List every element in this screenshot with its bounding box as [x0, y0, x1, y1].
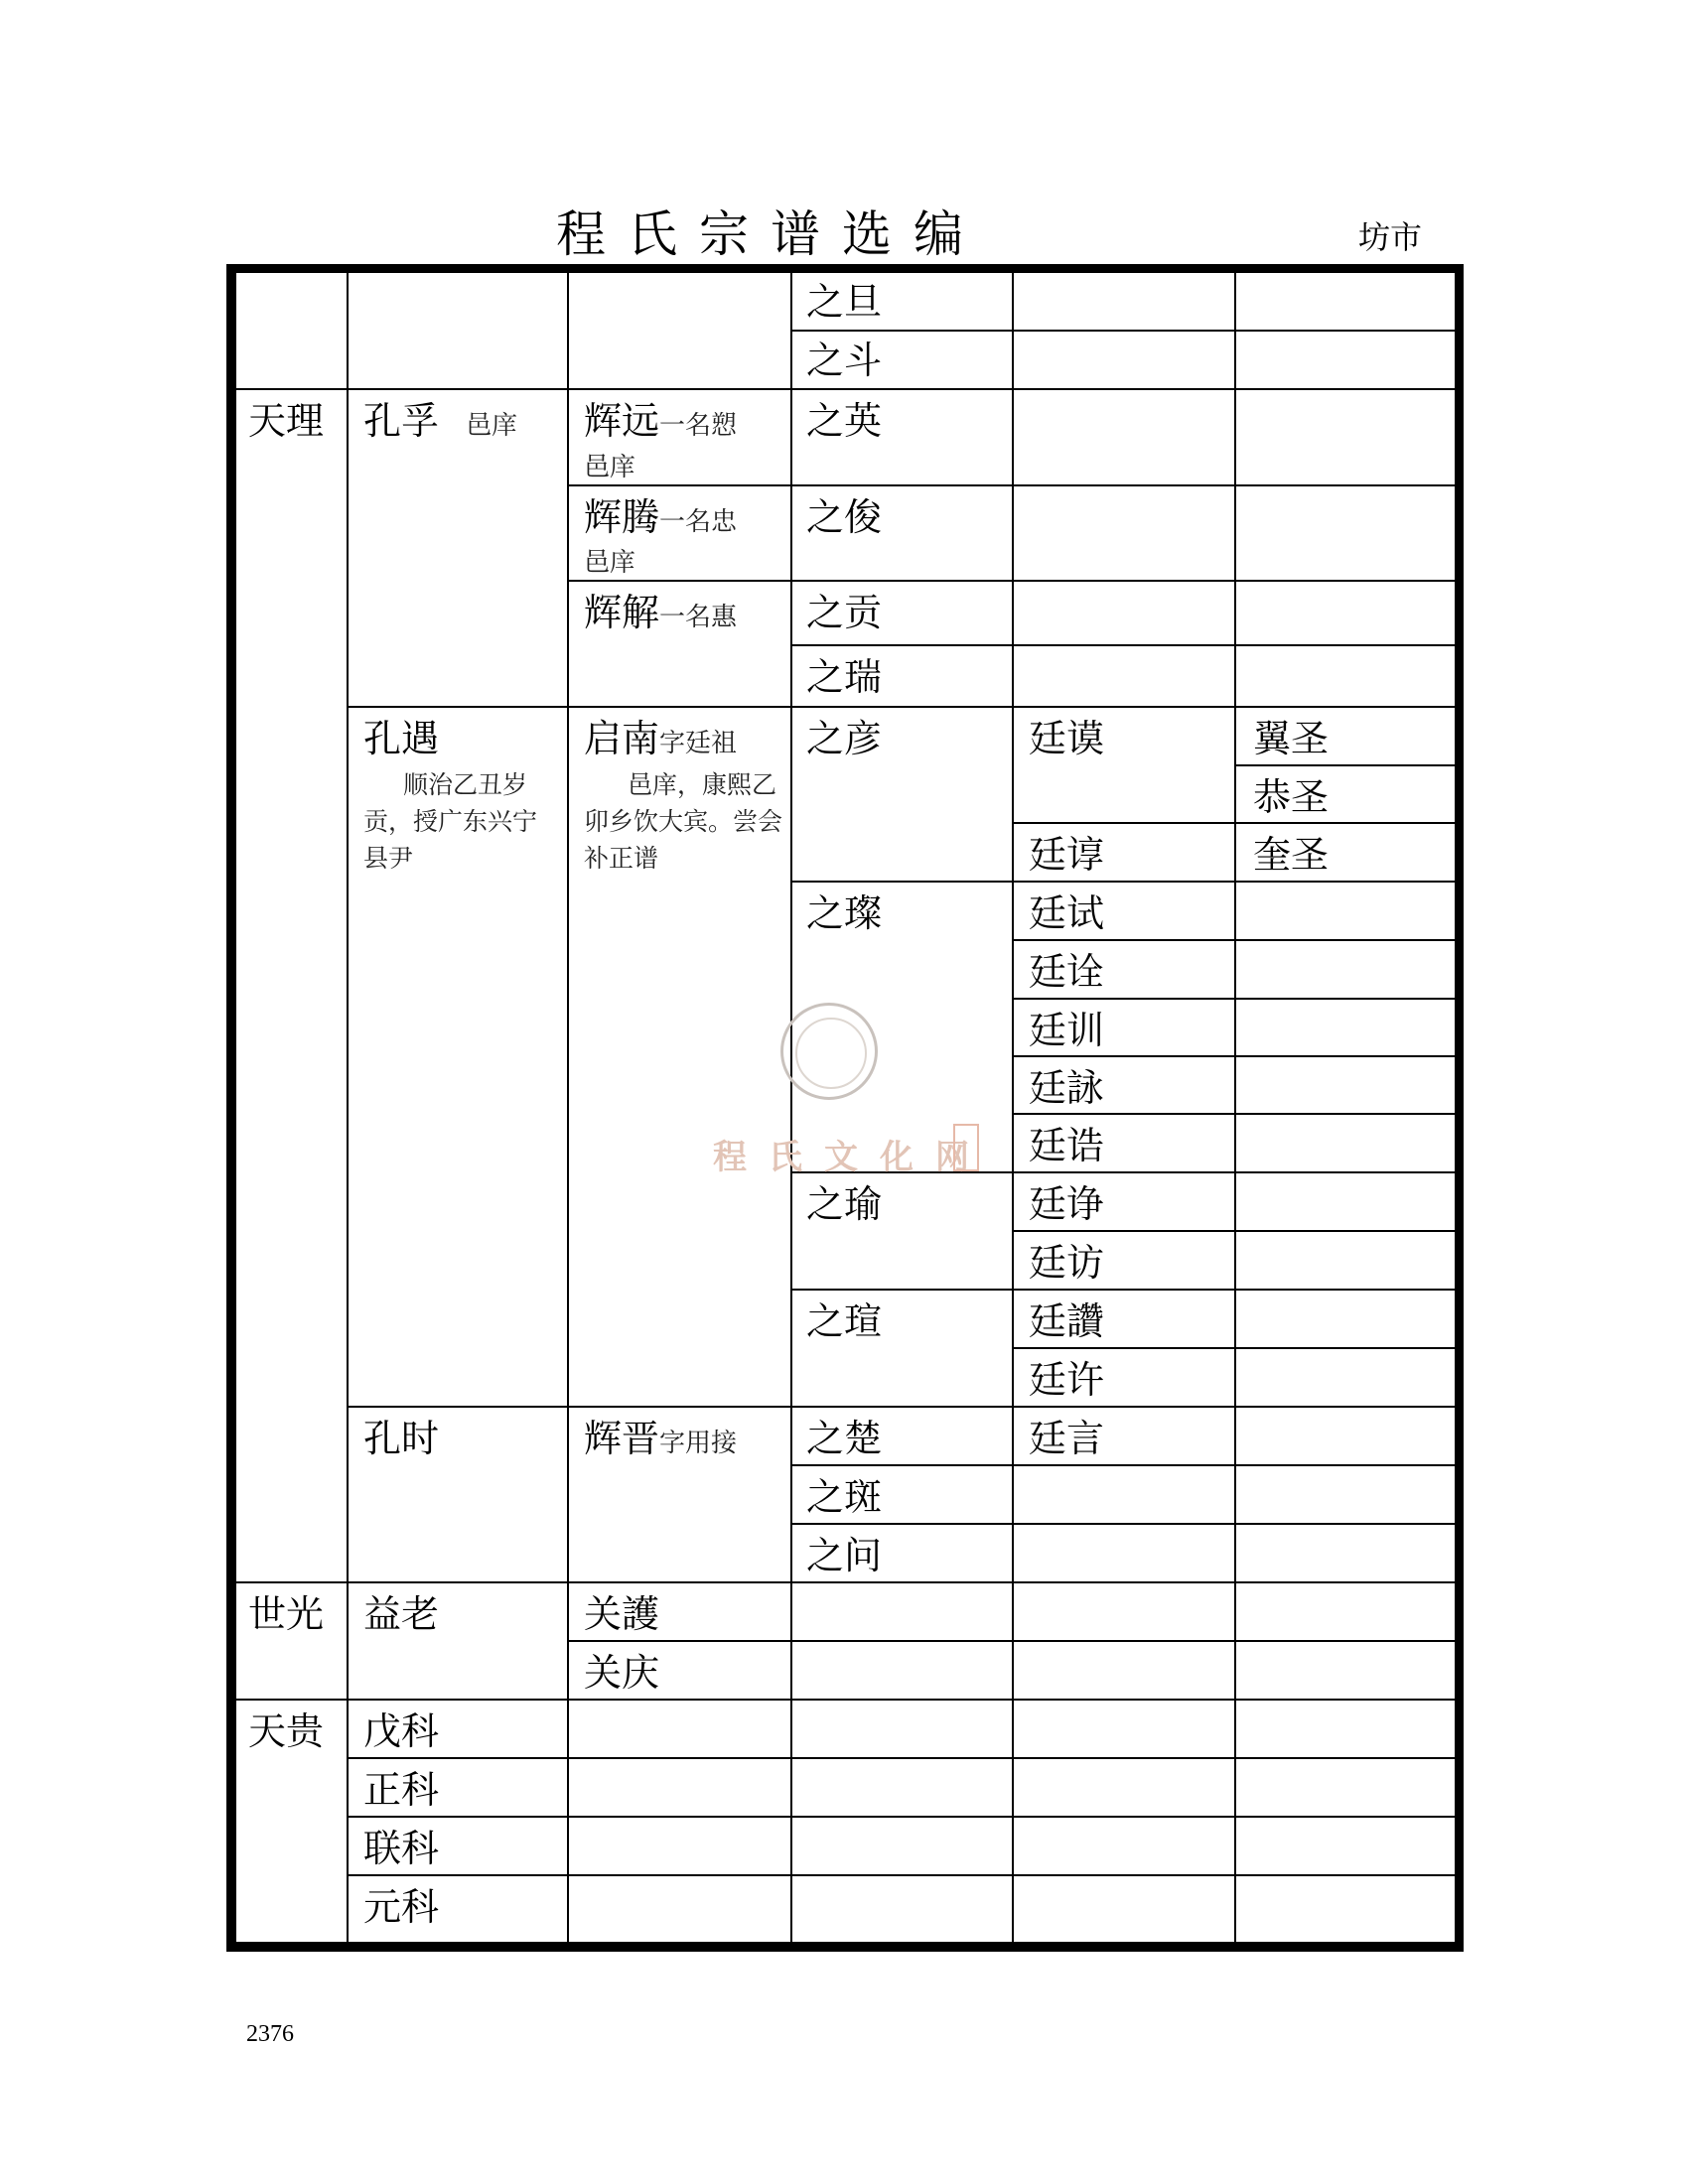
person-note: 字用接: [659, 1429, 738, 1458]
person-note: 字廷祖: [659, 729, 738, 758]
person-name: 辉解: [584, 591, 660, 634]
page-title: 程氏宗谱选编: [556, 205, 985, 263]
person-name: 孔时: [363, 1417, 440, 1460]
person-name: 奎圣: [1253, 833, 1330, 877]
person-name: 廷詠: [1029, 1066, 1105, 1110]
person-entry: [584, 399, 737, 443]
person-name: 启南: [584, 717, 660, 760]
person-name: 之瑜: [806, 1182, 883, 1226]
person-note: 邑庠，康熙乙卯乡饮大宾。尝会补正谱: [584, 770, 783, 873]
person-name: 之斑: [806, 1475, 883, 1519]
person-name: 翼圣: [1253, 717, 1330, 760]
person-name: 之旦: [806, 280, 883, 324]
person-name: 之楚: [806, 1417, 883, 1460]
person-name: 戊科: [363, 1709, 440, 1753]
person-name: 之问: [806, 1534, 883, 1577]
branch-label: 天理: [248, 399, 325, 443]
person-entry: [584, 495, 737, 539]
person-note: 顺治乙丑岁贡，授广东兴宁县尹: [363, 770, 538, 873]
person-name: 恭圣: [1253, 775, 1330, 819]
branch-label: 世光: [248, 1592, 325, 1636]
page-number: 2376: [246, 2021, 294, 2047]
person-entry: [584, 1417, 737, 1460]
person-name: 辉晋: [584, 1417, 660, 1460]
person-name: 之英: [806, 399, 883, 443]
person-name: 廷访: [1029, 1241, 1105, 1285]
person-entry: [363, 399, 517, 443]
person-name: 之贡: [806, 591, 883, 634]
person-name: 之俊: [806, 495, 883, 539]
person-name: 孔遇: [363, 717, 440, 760]
person-name: 廷诰: [1029, 1124, 1105, 1167]
person-name: 辉远: [584, 399, 660, 443]
watermark-seal-ring: [795, 1018, 867, 1089]
person-name: 之璨: [806, 891, 883, 935]
person-name: 廷训: [1029, 1009, 1105, 1052]
person-name: 之瑞: [806, 655, 883, 699]
person-entry: [584, 591, 737, 634]
watermark-text: 程氏文化网: [713, 1138, 991, 1177]
person-note: 邑庠: [584, 548, 636, 578]
person-name: 联科: [363, 1827, 440, 1870]
person-name: 正科: [363, 1768, 440, 1812]
watermark-stamp: [953, 1124, 979, 1171]
person-name: 廷诤: [1029, 1182, 1105, 1226]
watermark-seal: [780, 1003, 878, 1100]
person-entry: [584, 717, 737, 760]
person-note: 邑庠: [466, 411, 518, 441]
person-note: 邑庠: [584, 453, 636, 482]
person-note: 一名惠: [659, 603, 738, 632]
branch-label: 天贵: [248, 1709, 325, 1753]
person-note: 一名愬: [659, 411, 738, 441]
person-name: 廷谆: [1029, 833, 1105, 877]
person-name: 廷诠: [1029, 950, 1105, 994]
person-name: 之瑄: [806, 1299, 883, 1343]
page-place-label: 坊市: [1358, 218, 1423, 256]
person-name: 元科: [363, 1885, 440, 1929]
person-name: 之彦: [806, 717, 883, 760]
person-name: 廷试: [1029, 891, 1105, 935]
person-note: 一名忠: [659, 507, 738, 537]
person-name: 关護: [584, 1592, 660, 1636]
person-name: 孔孚: [363, 399, 440, 443]
person-name: 辉腾: [584, 495, 660, 539]
person-name: 廷讚: [1029, 1299, 1105, 1343]
person-name: 关庆: [584, 1651, 660, 1695]
person-name: 益老: [363, 1592, 440, 1636]
person-name: 廷谟: [1029, 717, 1105, 760]
person-name: 廷许: [1029, 1358, 1105, 1402]
person-name: 廷言: [1029, 1417, 1105, 1460]
person-name: 之斗: [806, 339, 883, 382]
